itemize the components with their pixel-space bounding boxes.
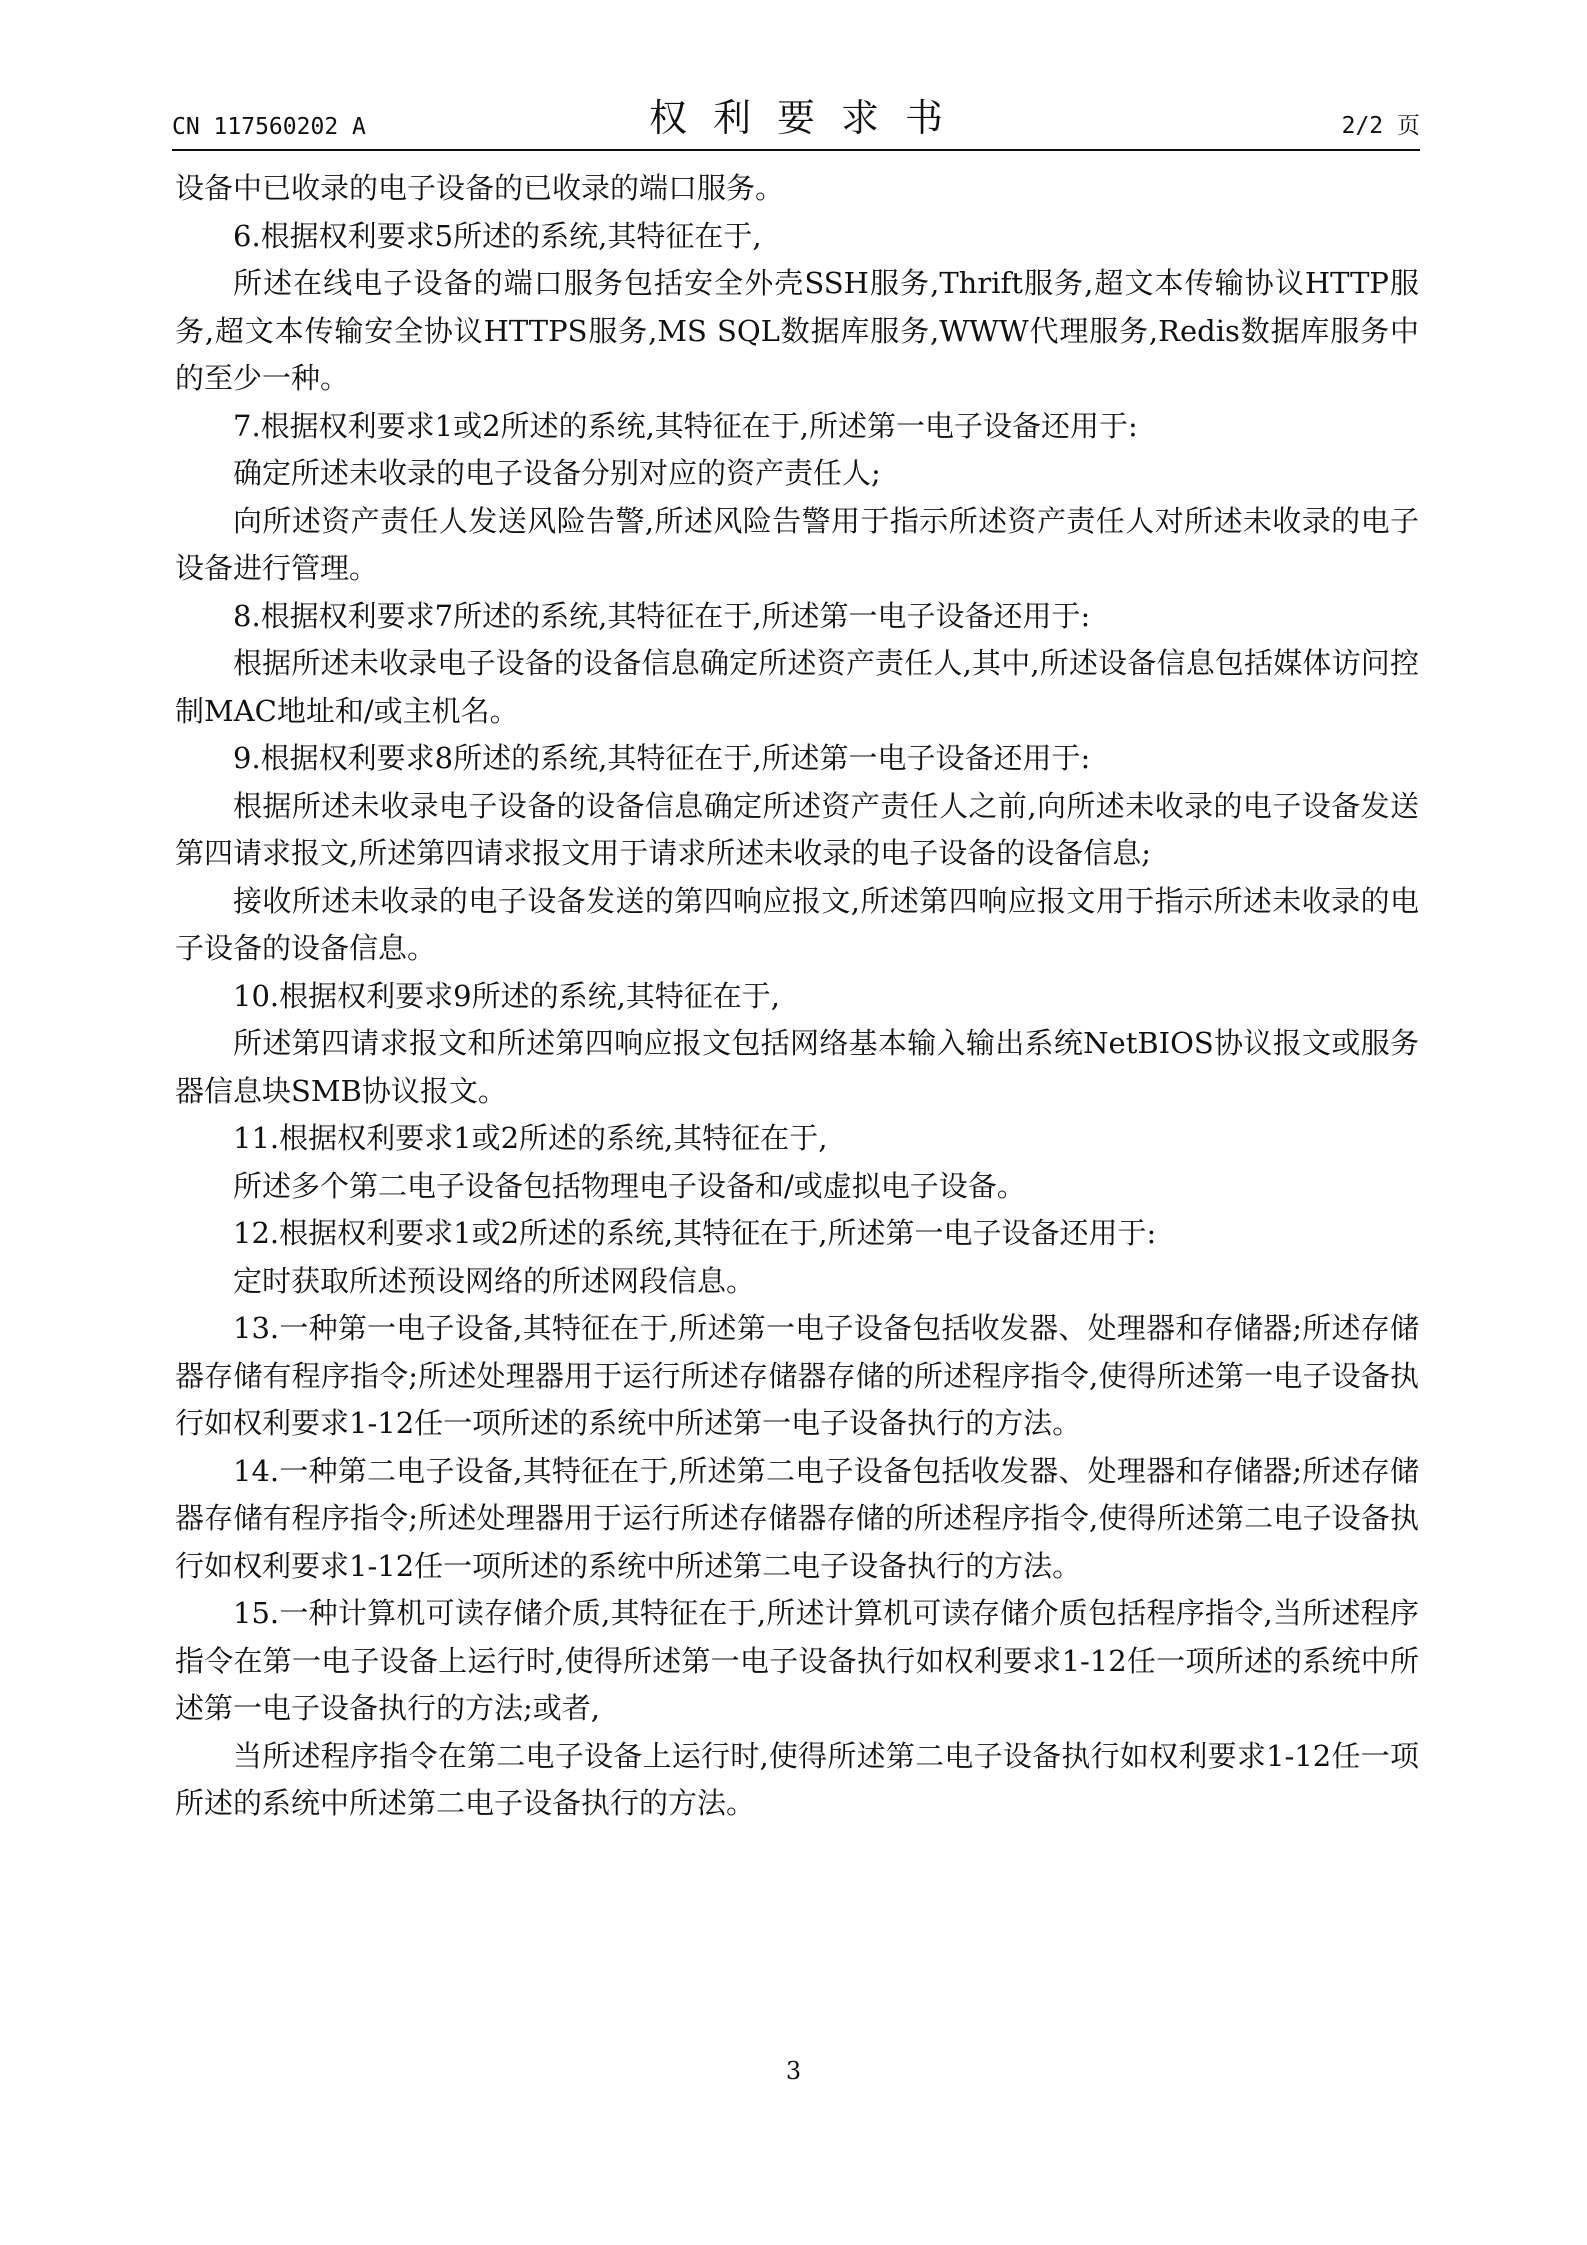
claim-paragraph: 9.根据权利要求8所述的系统,其特征在于,所述第一电子设备还用于: bbox=[233, 741, 1091, 775]
page-header bbox=[172, 86, 1420, 146]
claim-paragraph: 根据所述未收录电子设备的设备信息确定所述资产责任人,其中,所述设备信息包括媒体访问控制MAC地址和/或主机名。 bbox=[175, 646, 1419, 728]
claim-paragraph: 定时获取所述预设网络的所述网段信息。 bbox=[233, 1263, 756, 1298]
page-number: 3 bbox=[785, 2057, 802, 2085]
claim-paragraph: 14.一种第二电子设备,其特征在于,所述第二电子设备包括收发器、处理器和存储器;所述存储器存储有程序指令;所述处理器用于运行所述存储器存储的所述程序指令,使得所述第二电子设备执行如权利要求1-12任一项所述的系统中所述第二电子设备执行的方法。 bbox=[175, 1453, 1419, 1583]
claim-paragraph: 接收所述未收录的电子设备发送的第四响应报文,所述第四响应报文用于指示所述未收录的电子设备的设备信息。 bbox=[175, 883, 1419, 965]
claim-paragraph: 11.根据权利要求1或2所述的系统,其特征在于, bbox=[233, 1121, 828, 1155]
claim-paragraph: 根据所述未收录电子设备的设备信息确定所述资产责任人之前,向所述未收录的电子设备发送第四请求报文,所述第四请求报文用于请求所述未收录的电子设备的设备信息; bbox=[175, 788, 1419, 870]
publication-number: CN 117560202 A bbox=[172, 114, 366, 140]
page-indicator: 2/2 页 bbox=[1341, 113, 1420, 139]
claim-paragraph: 15.一种计算机可读存储介质,其特征在于,所述计算机可读存储介质包括程序指令,当所述程序指令在第一电子设备上运行时,使得所述第一电子设备执行如权利要求1-12任一项所述的系统中所述第一电子设备执行的方法;或者, bbox=[175, 1596, 1419, 1725]
claim-paragraph: 所述第四请求报文和所述第四响应报文包括网络基本输入输出系统NetBIOS协议报文或服务器信息块SMB协议报文。 bbox=[175, 1026, 1419, 1108]
claim-paragraph: 当所述程序指令在第二电子设备上运行时,使得所述第二电子设备执行如权利要求1-12任一项所述的系统中所述第二电子设备执行的方法。 bbox=[175, 1738, 1419, 1820]
claim-paragraph: 8.根据权利要求7所述的系统,其特征在于,所述第一电子设备还用于: bbox=[233, 598, 1091, 633]
claim-paragraph: 向所述资产责任人发送风险告警,所述风险告警用于指示所述资产责任人对所述未收录的电子设备进行管理。 bbox=[175, 503, 1419, 585]
claim-paragraph: 7.根据权利要求1或2所述的系统,其特征在于,所述第一电子设备还用于: bbox=[233, 408, 1138, 443]
document-title: 权利要求书 bbox=[648, 96, 969, 140]
claim-paragraph: 所述多个第二电子设备包括物理电子设备和/或虚拟电子设备。 bbox=[233, 1168, 1026, 1203]
claim-paragraph: 10.根据权利要求9所述的系统,其特征在于, bbox=[233, 978, 781, 1013]
claim-paragraph: 12.根据权利要求1或2所述的系统,其特征在于,所述第一电子设备还用于: bbox=[233, 1216, 1157, 1250]
claim-paragraph: 13.一种第一电子设备,其特征在于,所述第一电子设备包括收发器、处理器和存储器;所述存储器存储有程序指令;所述处理器用于运行所述存储器存储的所述程序指令,使得所述第一电子设备执行如权利要求1-12任一项所述的系统中所述第一电子设备执行的方法。 bbox=[175, 1311, 1419, 1440]
header-divider bbox=[172, 149, 1420, 151]
claim-paragraph: 6.根据权利要求5所述的系统,其特征在于, bbox=[233, 218, 762, 253]
claim-paragraph: 所述在线电子设备的端口服务包括安全外壳SSH服务,Thrift服务,超文本传输协议HTTP服务,超文本传输安全协议HTTPS服务,MS SQL数据库服务,WWW代理服务,Redis数据库服务中的至少一种。 bbox=[175, 266, 1419, 395]
claims-body bbox=[175, 165, 1419, 1828]
claim-paragraph: 设备中已收录的电子设备的已收录的端口服务。 bbox=[175, 171, 785, 205]
claim-paragraph: 确定所述未收录的电子设备分别对应的资产责任人; bbox=[233, 456, 881, 490]
